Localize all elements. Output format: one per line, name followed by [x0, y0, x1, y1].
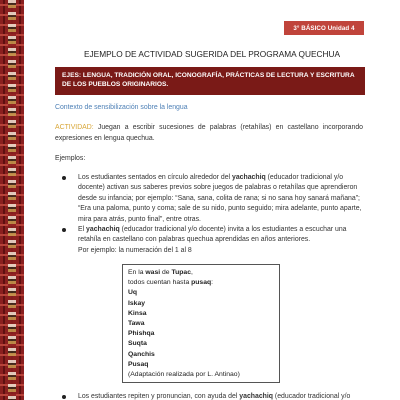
decorative-border-pattern	[8, 0, 16, 400]
bullet-icon	[62, 176, 66, 180]
example-note: Por ejemplo: la numeración del 1 al 8	[78, 246, 192, 254]
page-title: EJEMPLO DE ACTIVIDAD SUGERIDA DEL PROGRAMA QUECHUA	[83, 49, 341, 59]
quechua-number: Qanchis	[128, 350, 155, 358]
quechua-number: Phishqa	[128, 330, 155, 338]
quechua-number: Suqta	[128, 340, 147, 348]
ejes-banner: EJES: LENGUA, TRADICIÓN ORAL, ICONOGRAFÍA, PRÁCTICAS DE LECTURA Y ESCRITURA DE LOS PUEBLOS ORIGINARIOS.	[55, 67, 365, 95]
activity-text: Juegan a escribir sucesiones de palabras (retahílas) en castellano incorporando expresiones en lengua quechua.	[55, 124, 363, 142]
quechua-number: Iskay	[128, 299, 146, 307]
retahila-box	[122, 264, 280, 383]
activity-label: ACTIVIDAD:	[55, 124, 94, 131]
grade-unit-badge: 3° BÁSICO Unidad 4	[284, 21, 364, 35]
poem-line: todos cuentan hasta pusaq:	[128, 279, 214, 287]
list-item: Los estudiantes sentados en círculo alrededor del yachachiq (educador tradicional y/o docente) activan sus saberes previos sobre juegos de palabras o retahílas que aprendieron desde su infancia; por ejemplo: “Sana, sana, colita de rana; si no sana hoy sanará mañana”; “Era una paloma, punto y coma; sale de su nido, punto seguido; mira adelante, punto aparte, mira para atrás, punto final”, entre otras.	[78, 173, 366, 225]
list-item: El yachachiq (educador tradicional y/o docente) invita a los estudiantes a escuchar una retahíla en castellano con palabras quechua aprendidas en años anteriores. Por ejemplo: la numeración del 1 al 8	[78, 225, 366, 256]
bullet-icon	[62, 228, 66, 232]
section-heading: Contexto de sensibilización sobre la lengua	[55, 104, 188, 111]
bullet-icon	[62, 395, 66, 399]
list-item: Los estudiantes repiten y pronuncian, con ayuda del yachachiq (educador tradicional y/o	[78, 393, 351, 400]
poem-credit: (Adaptación realizada por L. Antinao)	[128, 371, 240, 379]
example-list	[78, 173, 366, 256]
activity-paragraph	[55, 123, 363, 144]
examples-label: Ejemplos:	[55, 155, 86, 162]
quechua-number: Uq	[128, 289, 138, 297]
quechua-number: Tawa	[128, 320, 145, 328]
poem-line: En la wasi de Tupac,	[128, 269, 193, 276]
quechua-number: Kinsa	[128, 309, 147, 317]
quechua-number: Pusaq	[128, 360, 149, 368]
